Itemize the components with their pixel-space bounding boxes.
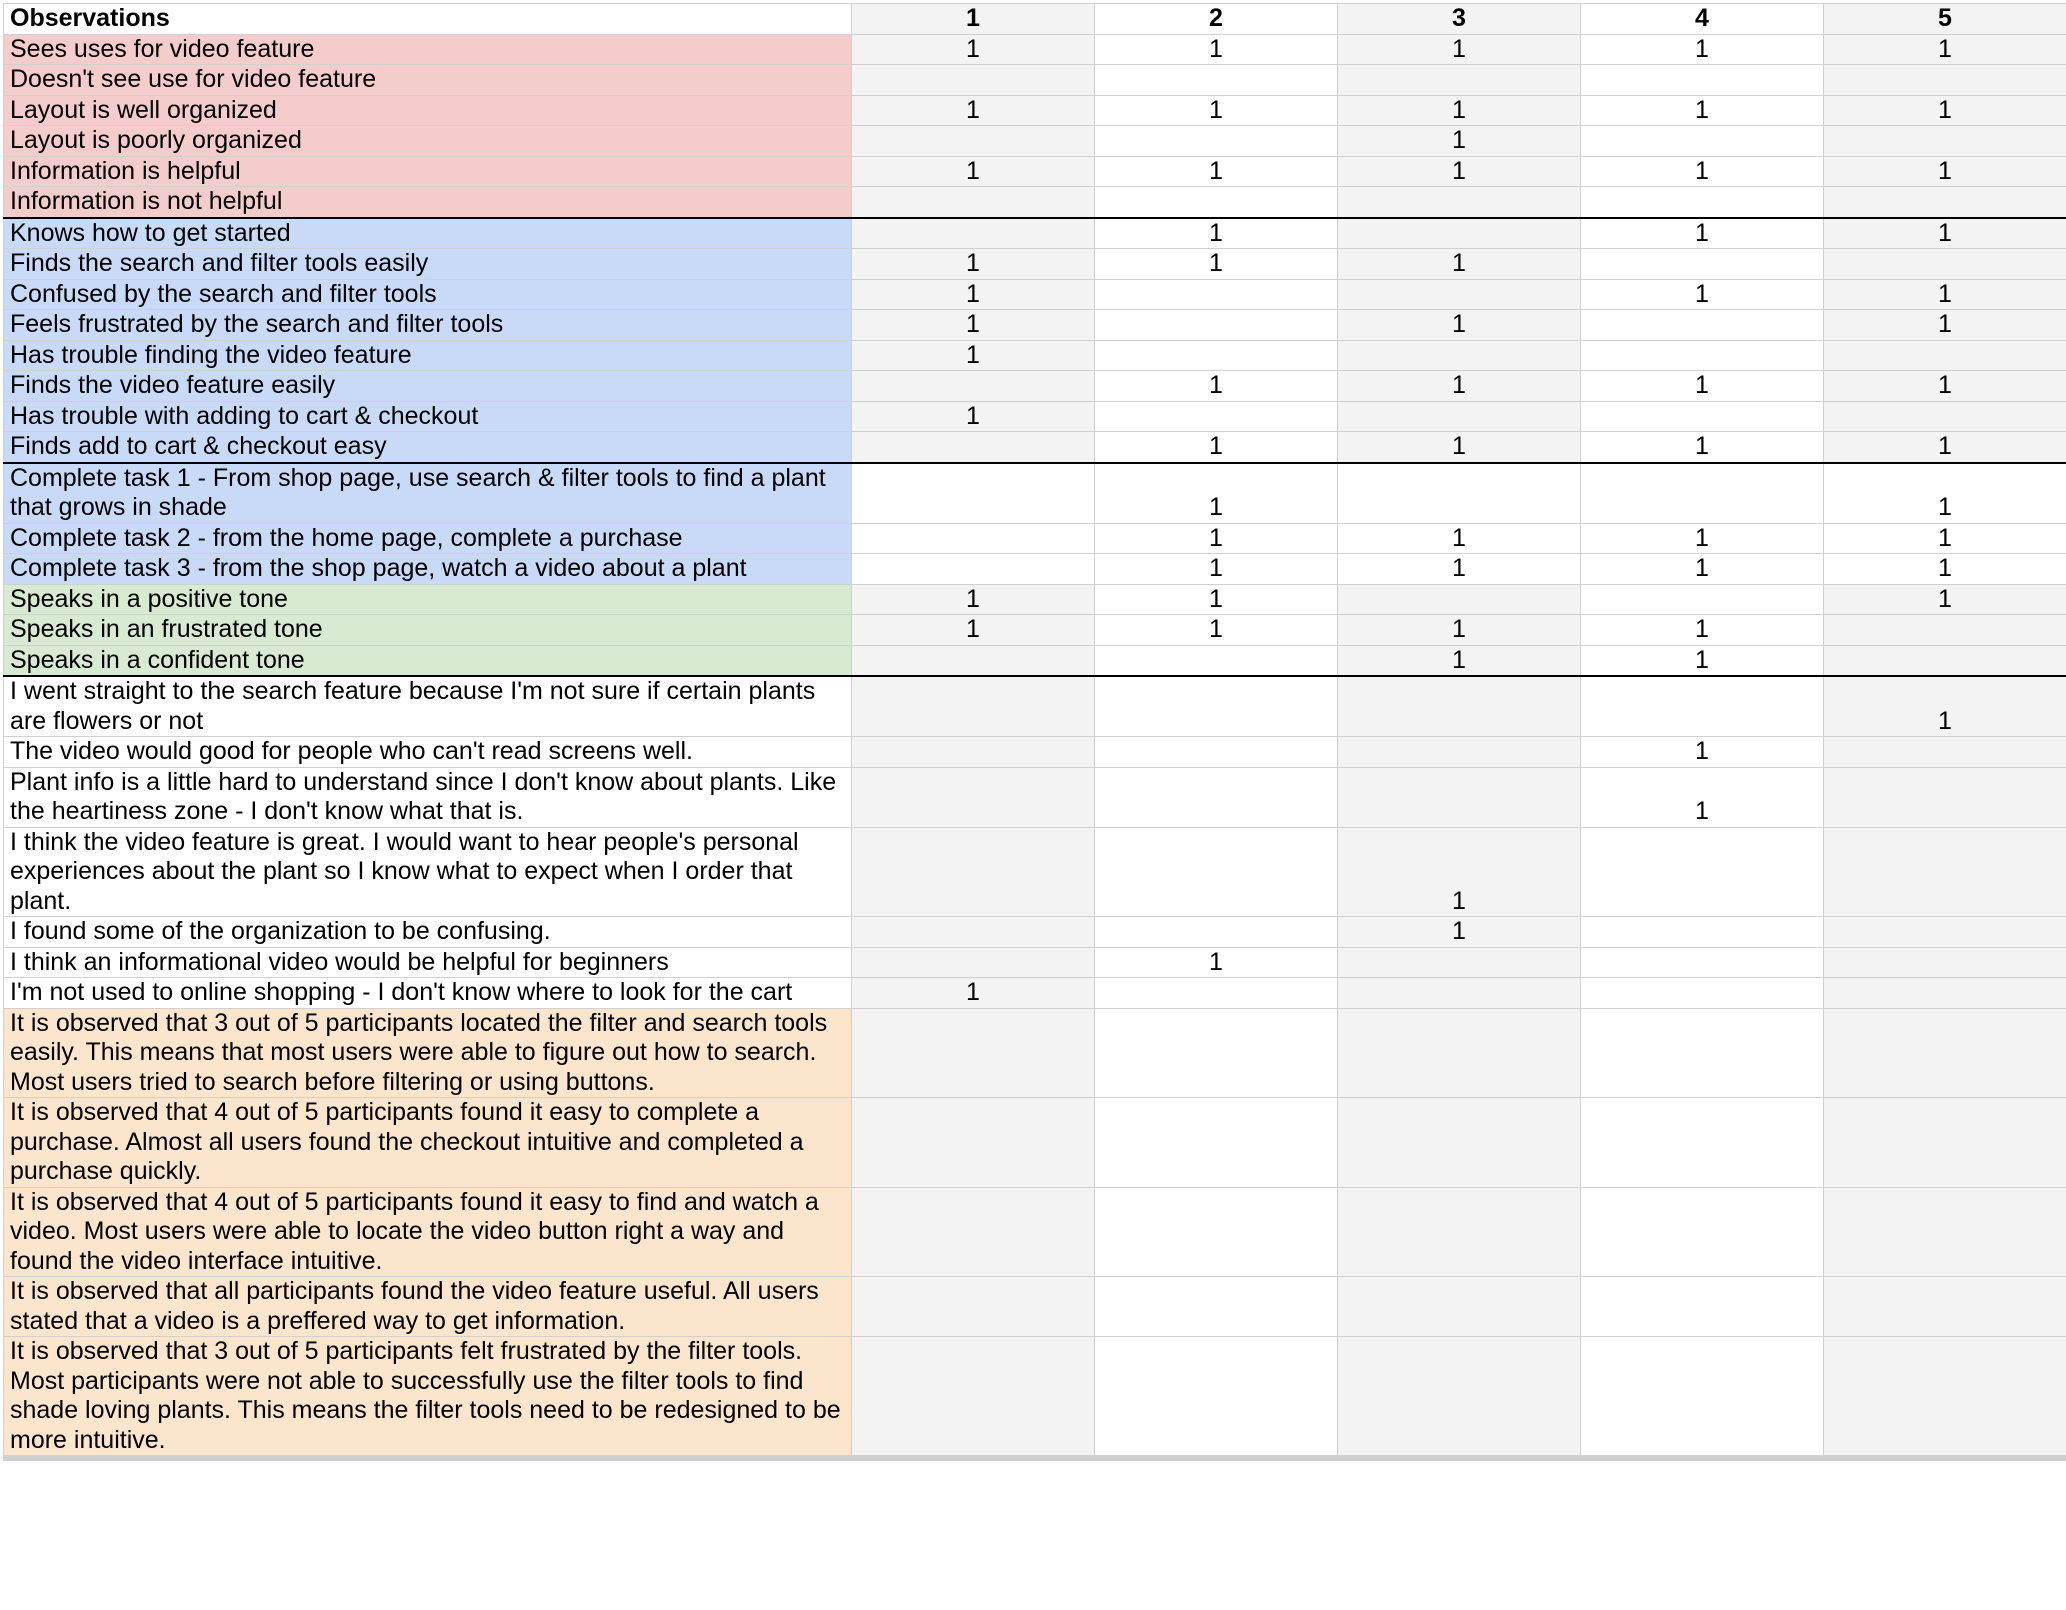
participant-3-cell[interactable]: 1 [1338, 371, 1581, 402]
participant-2-cell[interactable] [1095, 676, 1338, 737]
observation-cell[interactable]: I found some of the organization to be confusing. [4, 917, 852, 948]
participant-5-cell[interactable] [1824, 1460, 2066, 1461]
participant-2-cell[interactable] [1095, 1098, 1338, 1188]
table-row [4, 645, 2066, 676]
header-observations[interactable]: Observations [4, 4, 852, 35]
participant-4-cell[interactable]: 1 [1581, 523, 1824, 554]
participant-4-cell[interactable] [1581, 1277, 1824, 1337]
participant-5-cell[interactable] [1824, 978, 2066, 1009]
participant-5-cell[interactable]: 1 [1824, 218, 2066, 249]
table-row [4, 65, 2066, 96]
participant-1-cell[interactable]: 1 [852, 156, 1095, 187]
participant-2-cell[interactable]: 1 [1095, 947, 1338, 978]
participant-4-cell[interactable]: 1 [1581, 767, 1824, 827]
observations-table [3, 3, 2066, 1461]
observation-cell[interactable]: Speaks in a positive tone [4, 584, 852, 615]
table-row [4, 584, 2066, 615]
participant-5-cell[interactable] [1824, 187, 2066, 218]
participant-3-cell[interactable] [1338, 767, 1581, 827]
participant-5-cell[interactable] [1824, 1008, 2066, 1098]
participant-5-cell[interactable]: 1 [1824, 34, 2066, 65]
header-participant-2[interactable]: 2 [1095, 4, 1338, 35]
observation-cell[interactable]: Layout is well organized [4, 95, 852, 126]
participant-2-cell[interactable]: 1 [1095, 584, 1338, 615]
participant-3-cell[interactable] [1338, 1008, 1581, 1098]
table-row [4, 827, 2066, 917]
participant-3-cell[interactable]: 1 [1338, 156, 1581, 187]
observation-cell[interactable] [4, 1460, 852, 1461]
participant-2-cell[interactable]: 1 [1095, 523, 1338, 554]
participant-5-cell[interactable] [1824, 65, 2066, 96]
participant-1-cell[interactable] [852, 947, 1095, 978]
participant-5-cell[interactable] [1824, 827, 2066, 917]
observation-cell[interactable]: It is observed that 4 out of 5 participants found it easy to find and watch a video. Most users were able to locate the video button right a way and found the video interface intuitive. [4, 1187, 852, 1277]
table-row [4, 249, 2066, 280]
participant-4-cell[interactable] [1581, 249, 1824, 280]
participant-5-cell[interactable] [1824, 917, 2066, 948]
participant-3-cell[interactable]: 1 [1338, 432, 1581, 463]
participant-5-cell[interactable]: 1 [1824, 584, 2066, 615]
participant-3-cell[interactable]: 1 [1338, 827, 1581, 917]
participant-5-cell[interactable]: 1 [1824, 554, 2066, 585]
participant-3-cell[interactable]: 1 [1338, 95, 1581, 126]
participant-3-cell[interactable] [1338, 65, 1581, 96]
table-row [4, 767, 2066, 827]
participant-5-cell[interactable] [1824, 249, 2066, 280]
participant-2-cell[interactable]: 1 [1095, 554, 1338, 585]
participant-1-cell[interactable]: 1 [852, 95, 1095, 126]
observation-cell[interactable]: I went straight to the search feature because I'm not sure if certain plants are flowers or not [4, 676, 852, 737]
participant-5-cell[interactable] [1824, 340, 2066, 371]
participant-3-cell[interactable] [1338, 1337, 1581, 1456]
participant-5-cell[interactable]: 1 [1824, 156, 2066, 187]
participant-1-cell[interactable] [852, 463, 1095, 524]
participant-4-cell[interactable] [1581, 1098, 1824, 1188]
participant-1-cell[interactable]: 1 [852, 401, 1095, 432]
observation-cell[interactable]: It is observed that 3 out of 5 participants located the filter and search tools easily. This means that most users were able to figure out how to search. Most users tried to search before filtering or using buttons. [4, 1008, 852, 1098]
participant-3-cell[interactable]: 1 [1338, 917, 1581, 948]
participant-3-cell[interactable]: 1 [1338, 523, 1581, 554]
observation-cell[interactable]: It is observed that 3 out of 5 participants felt frustrated by the filter tools. Most participants were not able to successfully use the filter tools to find shade loving plants. This means the filter tools need to be redesigned to be more intuitive. [4, 1337, 852, 1456]
participant-4-cell[interactable] [1581, 584, 1824, 615]
participant-4-cell[interactable] [1581, 310, 1824, 341]
observation-cell[interactable]: I think an informational video would be helpful for beginners [4, 947, 852, 978]
table-row [4, 371, 2066, 402]
table-row [4, 34, 2066, 65]
participant-4-cell[interactable] [1581, 463, 1824, 524]
participant-4-cell[interactable]: 1 [1581, 371, 1824, 402]
participant-4-cell[interactable]: 1 [1581, 156, 1824, 187]
table-row [4, 463, 2066, 524]
table-row [4, 340, 2066, 371]
participant-2-cell[interactable] [1095, 1277, 1338, 1337]
participant-5-cell[interactable]: 1 [1824, 523, 2066, 554]
participant-2-cell[interactable] [1095, 1008, 1338, 1098]
participant-3-cell[interactable] [1338, 737, 1581, 768]
participant-1-cell[interactable] [852, 218, 1095, 249]
observation-cell[interactable]: I'm not used to online shopping - I don't know where to look for the cart [4, 978, 852, 1009]
participant-1-cell[interactable] [852, 737, 1095, 768]
participant-4-cell[interactable] [1581, 947, 1824, 978]
table-row [4, 1008, 2066, 1098]
header-participant-3[interactable]: 3 [1338, 4, 1581, 35]
observation-cell[interactable]: Finds the video feature easily [4, 371, 852, 402]
participant-1-cell[interactable]: 1 [852, 249, 1095, 280]
table-row [4, 1337, 2066, 1456]
observation-cell[interactable]: Doesn't see use for video feature [4, 65, 852, 96]
participant-3-cell[interactable]: 1 [1338, 645, 1581, 676]
participant-1-cell[interactable] [852, 432, 1095, 463]
participant-3-cell[interactable] [1338, 947, 1581, 978]
participant-3-cell[interactable] [1338, 1187, 1581, 1277]
participant-2-cell[interactable] [1095, 978, 1338, 1009]
participant-5-cell[interactable] [1824, 126, 2066, 157]
participant-5-cell[interactable]: 1 [1824, 676, 2066, 737]
participant-3-cell[interactable] [1338, 340, 1581, 371]
participant-1-cell[interactable] [852, 676, 1095, 737]
participant-4-cell[interactable] [1581, 978, 1824, 1009]
participant-5-cell[interactable] [1824, 737, 2066, 768]
participant-1-cell[interactable] [852, 767, 1095, 827]
table-row [4, 554, 2066, 585]
participant-1-cell[interactable] [852, 1460, 1095, 1461]
table-row [4, 615, 2066, 646]
participant-5-cell[interactable] [1824, 1187, 2066, 1277]
participant-4-cell[interactable]: 1 [1581, 95, 1824, 126]
participant-4-cell[interactable]: 1 [1581, 279, 1824, 310]
participant-4-cell[interactable]: 1 [1581, 645, 1824, 676]
participant-4-cell[interactable]: 1 [1581, 432, 1824, 463]
observation-cell[interactable]: Feels frustrated by the search and filter tools [4, 310, 852, 341]
participant-2-cell[interactable] [1095, 645, 1338, 676]
participant-3-cell[interactable] [1338, 676, 1581, 737]
participant-1-cell[interactable] [852, 65, 1095, 96]
participant-4-cell[interactable] [1581, 917, 1824, 948]
participant-1-cell[interactable] [852, 917, 1095, 948]
observation-cell[interactable]: Plant info is a little hard to understand since I don't know about plants. Like the heartiness zone - I don't know what that is. [4, 767, 852, 827]
participant-2-cell[interactable]: 1 [1095, 463, 1338, 524]
participant-1-cell[interactable]: 1 [852, 279, 1095, 310]
participant-1-cell[interactable] [852, 1008, 1095, 1098]
table-row [4, 1098, 2066, 1188]
participant-5-cell[interactable] [1824, 1098, 2066, 1188]
participant-2-cell[interactable] [1095, 279, 1338, 310]
participant-4-cell[interactable] [1581, 1187, 1824, 1277]
participant-1-cell[interactable] [852, 554, 1095, 585]
header-participant-1[interactable]: 1 [852, 4, 1095, 35]
participant-1-cell[interactable] [852, 1098, 1095, 1188]
participant-5-cell[interactable] [1824, 401, 2066, 432]
table-row [4, 95, 2066, 126]
participant-1-cell[interactable]: 1 [852, 615, 1095, 646]
participant-1-cell[interactable] [852, 827, 1095, 917]
table-row [4, 156, 2066, 187]
participant-2-cell[interactable]: 1 [1095, 432, 1338, 463]
table-row [4, 1187, 2066, 1277]
participant-5-cell[interactable] [1824, 767, 2066, 827]
participant-2-cell[interactable] [1095, 65, 1338, 96]
observation-cell[interactable]: Information is helpful [4, 156, 852, 187]
participant-5-cell[interactable] [1824, 1337, 2066, 1456]
observation-cell[interactable]: Confused by the search and filter tools [4, 279, 852, 310]
observation-cell[interactable]: Has trouble finding the video feature [4, 340, 852, 371]
participant-2-cell[interactable] [1095, 737, 1338, 768]
participant-2-cell[interactable]: 1 [1095, 371, 1338, 402]
participant-1-cell[interactable] [852, 523, 1095, 554]
participant-5-cell[interactable]: 1 [1824, 279, 2066, 310]
participant-1-cell[interactable]: 1 [852, 978, 1095, 1009]
participant-4-cell[interactable]: 1 [1581, 615, 1824, 646]
table-row [4, 917, 2066, 948]
participant-1-cell[interactable] [852, 187, 1095, 218]
participant-4-cell[interactable] [1581, 1008, 1824, 1098]
participant-4-cell[interactable] [1581, 827, 1824, 917]
participant-4-cell[interactable] [1581, 1337, 1824, 1456]
observation-cell[interactable]: Information is not helpful [4, 187, 852, 218]
table-row [4, 401, 2066, 432]
participant-2-cell[interactable] [1095, 1460, 1338, 1461]
participant-2-cell[interactable] [1095, 1337, 1338, 1456]
participant-4-cell[interactable] [1581, 126, 1824, 157]
participant-3-cell[interactable] [1338, 279, 1581, 310]
participant-4-cell[interactable]: 1 [1581, 737, 1824, 768]
header-row [4, 4, 2066, 35]
table-row [4, 279, 2066, 310]
participant-4-cell[interactable] [1581, 1460, 1824, 1461]
participant-1-cell[interactable] [852, 1337, 1095, 1456]
observation-cell[interactable]: Complete task 1 - From shop page, use search & filter tools to find a plant that grows in shade [4, 463, 852, 524]
participant-3-cell[interactable]: 1 [1338, 615, 1581, 646]
participant-3-cell[interactable]: 1 [1338, 126, 1581, 157]
participant-2-cell[interactable]: 1 [1095, 615, 1338, 646]
observation-cell[interactable]: Finds the search and filter tools easily [4, 249, 852, 280]
participant-2-cell[interactable] [1095, 917, 1338, 948]
participant-4-cell[interactable] [1581, 187, 1824, 218]
table-row [4, 523, 2066, 554]
participant-1-cell[interactable] [852, 645, 1095, 676]
participant-1-cell[interactable] [852, 371, 1095, 402]
observation-cell[interactable]: Speaks in an frustrated tone [4, 615, 852, 646]
table-row [4, 432, 2066, 463]
participant-4-cell[interactable] [1581, 340, 1824, 371]
participant-1-cell[interactable] [852, 126, 1095, 157]
table-row [4, 947, 2066, 978]
table-row [4, 978, 2066, 1009]
observation-cell[interactable]: Complete task 3 - from the shop page, watch a video about a plant [4, 554, 852, 585]
participant-4-cell[interactable] [1581, 676, 1824, 737]
observation-cell[interactable]: Knows how to get started [4, 218, 852, 249]
table-row [4, 187, 2066, 218]
participant-2-cell[interactable] [1095, 767, 1338, 827]
participant-3-cell[interactable] [1338, 1098, 1581, 1188]
table-row [4, 1277, 2066, 1337]
participant-5-cell[interactable] [1824, 1277, 2066, 1337]
participant-1-cell[interactable]: 1 [852, 584, 1095, 615]
participant-5-cell[interactable] [1824, 947, 2066, 978]
participant-2-cell[interactable] [1095, 126, 1338, 157]
participant-4-cell[interactable]: 1 [1581, 554, 1824, 585]
participant-2-cell[interactable]: 1 [1095, 156, 1338, 187]
participant-3-cell[interactable] [1338, 584, 1581, 615]
participant-3-cell[interactable] [1338, 1277, 1581, 1337]
participant-3-cell[interactable]: 1 [1338, 249, 1581, 280]
table-row [4, 676, 2066, 737]
observation-cell[interactable]: Finds add to cart & checkout easy [4, 432, 852, 463]
observation-cell[interactable]: It is observed that 4 out of 5 participants found it easy to complete a purchase. Almost all users found the checkout intuitive and completed a purchase quickly. [4, 1098, 852, 1188]
participant-2-cell[interactable]: 1 [1095, 95, 1338, 126]
participant-4-cell[interactable] [1581, 65, 1824, 96]
observation-cell[interactable]: Complete task 2 - from the home page, complete a purchase [4, 523, 852, 554]
observation-cell[interactable]: Has trouble with adding to cart & checkout [4, 401, 852, 432]
table-row [4, 1460, 2066, 1461]
participant-4-cell[interactable] [1581, 401, 1824, 432]
participant-3-cell[interactable] [1338, 218, 1581, 249]
participant-2-cell[interactable] [1095, 401, 1338, 432]
participant-2-cell[interactable]: 1 [1095, 34, 1338, 65]
observation-cell[interactable]: The video would good for people who can't read screens well. [4, 737, 852, 768]
participant-3-cell[interactable] [1338, 978, 1581, 1009]
participant-2-cell[interactable] [1095, 187, 1338, 218]
participant-5-cell[interactable] [1824, 645, 2066, 676]
participant-5-cell[interactable]: 1 [1824, 432, 2066, 463]
table-row [4, 737, 2066, 768]
table-body [4, 4, 2066, 1461]
participant-2-cell[interactable] [1095, 340, 1338, 371]
participant-5-cell[interactable] [1824, 615, 2066, 646]
participant-2-cell[interactable] [1095, 310, 1338, 341]
observation-cell[interactable]: Layout is poorly organized [4, 126, 852, 157]
participant-4-cell[interactable]: 1 [1581, 34, 1824, 65]
participant-1-cell[interactable] [852, 1277, 1095, 1337]
observation-cell[interactable]: Sees uses for video feature [4, 34, 852, 65]
table-row [4, 310, 2066, 341]
participant-2-cell[interactable]: 1 [1095, 249, 1338, 280]
header-participant-5[interactable]: 5 [1824, 4, 2066, 35]
participant-5-cell[interactable]: 1 [1824, 463, 2066, 524]
participant-2-cell[interactable] [1095, 827, 1338, 917]
header-participant-4[interactable]: 4 [1581, 4, 1824, 35]
participant-3-cell[interactable]: 1 [1338, 310, 1581, 341]
participant-4-cell[interactable]: 1 [1581, 218, 1824, 249]
participant-3-cell[interactable] [1338, 401, 1581, 432]
observation-cell[interactable]: I think the video feature is great. I would want to hear people's personal experiences about the plant so I know what to expect when I order that plant. [4, 827, 852, 917]
participant-5-cell[interactable]: 1 [1824, 371, 2066, 402]
observation-cell[interactable]: Speaks in a confident tone [4, 645, 852, 676]
participant-1-cell[interactable]: 1 [852, 34, 1095, 65]
participant-3-cell[interactable] [1338, 187, 1581, 218]
participant-2-cell[interactable] [1095, 1187, 1338, 1277]
participant-3-cell[interactable] [1338, 1460, 1581, 1461]
participant-1-cell[interactable]: 1 [852, 310, 1095, 341]
observation-cell[interactable]: It is observed that all participants found the video feature useful. All users stated that a video is a preffered way to get information. [4, 1277, 852, 1337]
participant-1-cell[interactable]: 1 [852, 340, 1095, 371]
participant-5-cell[interactable]: 1 [1824, 310, 2066, 341]
participant-3-cell[interactable]: 1 [1338, 34, 1581, 65]
participant-5-cell[interactable]: 1 [1824, 95, 2066, 126]
participant-3-cell[interactable]: 1 [1338, 554, 1581, 585]
participant-1-cell[interactable] [852, 1187, 1095, 1277]
participant-3-cell[interactable] [1338, 463, 1581, 524]
participant-2-cell[interactable]: 1 [1095, 218, 1338, 249]
table-row [4, 218, 2066, 249]
table-row [4, 126, 2066, 157]
